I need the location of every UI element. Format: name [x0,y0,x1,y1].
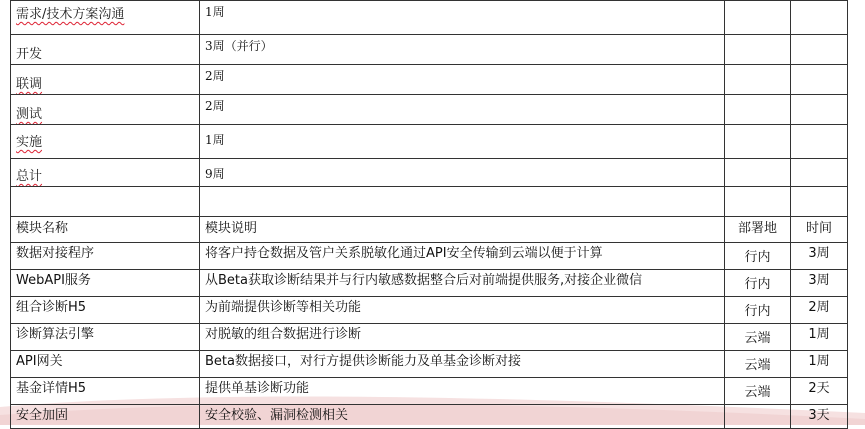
empty-cell [791,35,848,65]
empty-cell [725,1,791,35]
module-location: 行内 [725,297,791,324]
module-desc: 从Beta获取诊断结果并与行内敏感数据整合后对前端提供服务,对接企业微信 [200,270,725,297]
module-row [11,270,848,297]
schedule-row [11,159,848,187]
empty-cell [725,187,791,217]
header-module-name: 模块名称 [11,217,200,243]
module-name: 安全加固 [11,405,200,429]
module-location: 行内 [725,243,791,270]
duration-cell: 1周 [200,125,725,159]
module-desc: 提供单基诊断功能 [200,378,725,405]
schedule-row [11,1,848,35]
duration-cell: 3周（并行） [200,35,725,65]
empty-cell [725,125,791,159]
empty-cell [725,65,791,95]
module-location: 云端 [725,324,791,351]
module-name: 组合诊断H5 [11,297,200,324]
module-name: WebAPI服务 [11,270,200,297]
phase-cell [11,65,200,95]
empty-cell [200,187,725,217]
empty-cell [11,187,200,217]
schedule-row [11,35,848,65]
module-row [11,297,848,324]
phase-label: 测试 [16,107,43,122]
phase-label: 总计 [16,169,43,184]
module-time: 2周 [791,297,848,324]
phase-cell [11,35,200,65]
header-location: 部署地 [725,217,791,243]
phase-cell [11,159,200,187]
module-name: 数据对接程序 [11,243,200,270]
module-time: 3周 [791,270,848,297]
module-desc: 安全校验、漏洞检测相关 [200,405,725,429]
module-desc: Beta数据接口，对行方提供诊断能力及单基金诊断对接 [200,351,725,378]
empty-cell [791,95,848,125]
module-location: 云端 [725,378,791,405]
module-name: 诊断算法引擎 [11,324,200,351]
module-time: 3周 [791,243,848,270]
module-row [11,243,848,270]
module-desc: 将客户持仓数据及管户关系脱敏化通过API安全传输到云端以便于计算 [200,243,725,270]
module-location: 行内 [725,270,791,297]
empty-cell [725,159,791,187]
phase-cell [11,95,200,125]
module-desc: 为前端提供诊断等相关功能 [200,297,725,324]
phase-cell [11,125,200,159]
module-time: 1周 [791,324,848,351]
empty-cell [791,65,848,95]
phase-label: 实施 [16,135,43,150]
duration-cell: 2周 [200,65,725,95]
duration-cell: 2周 [200,95,725,125]
empty-cell [725,95,791,125]
module-time: 3天 [791,405,848,429]
empty-cell [791,1,848,35]
header-module-desc: 模块说明 [200,217,725,243]
module-location: 云端 [725,351,791,378]
module-row [11,378,848,405]
module-desc: 对脱敏的组合数据进行诊断 [200,324,725,351]
module-row [11,351,848,378]
module-row [11,324,848,351]
module-name: 基金详情H5 [11,378,200,405]
module-name: API网关 [11,351,200,378]
empty-cell [725,35,791,65]
header-time: 时间 [791,217,848,243]
phase-cell [11,1,200,35]
modules-header-row [11,217,848,243]
project-plan-table [10,0,848,429]
duration-cell: 9周 [200,159,725,187]
schedule-row [11,95,848,125]
empty-cell [791,125,848,159]
duration-cell: 1周 [200,1,725,35]
module-time: 1周 [791,351,848,378]
module-time: 2天 [791,378,848,405]
schedule-row [11,125,848,159]
phase-label: 需求/技术方案沟通 [16,7,125,22]
empty-cell [791,187,848,217]
spacer-row [11,187,848,217]
phase-label: 开发 [16,47,43,62]
phase-label: 联调 [16,77,43,92]
empty-cell [791,159,848,187]
schedule-row [11,65,848,95]
